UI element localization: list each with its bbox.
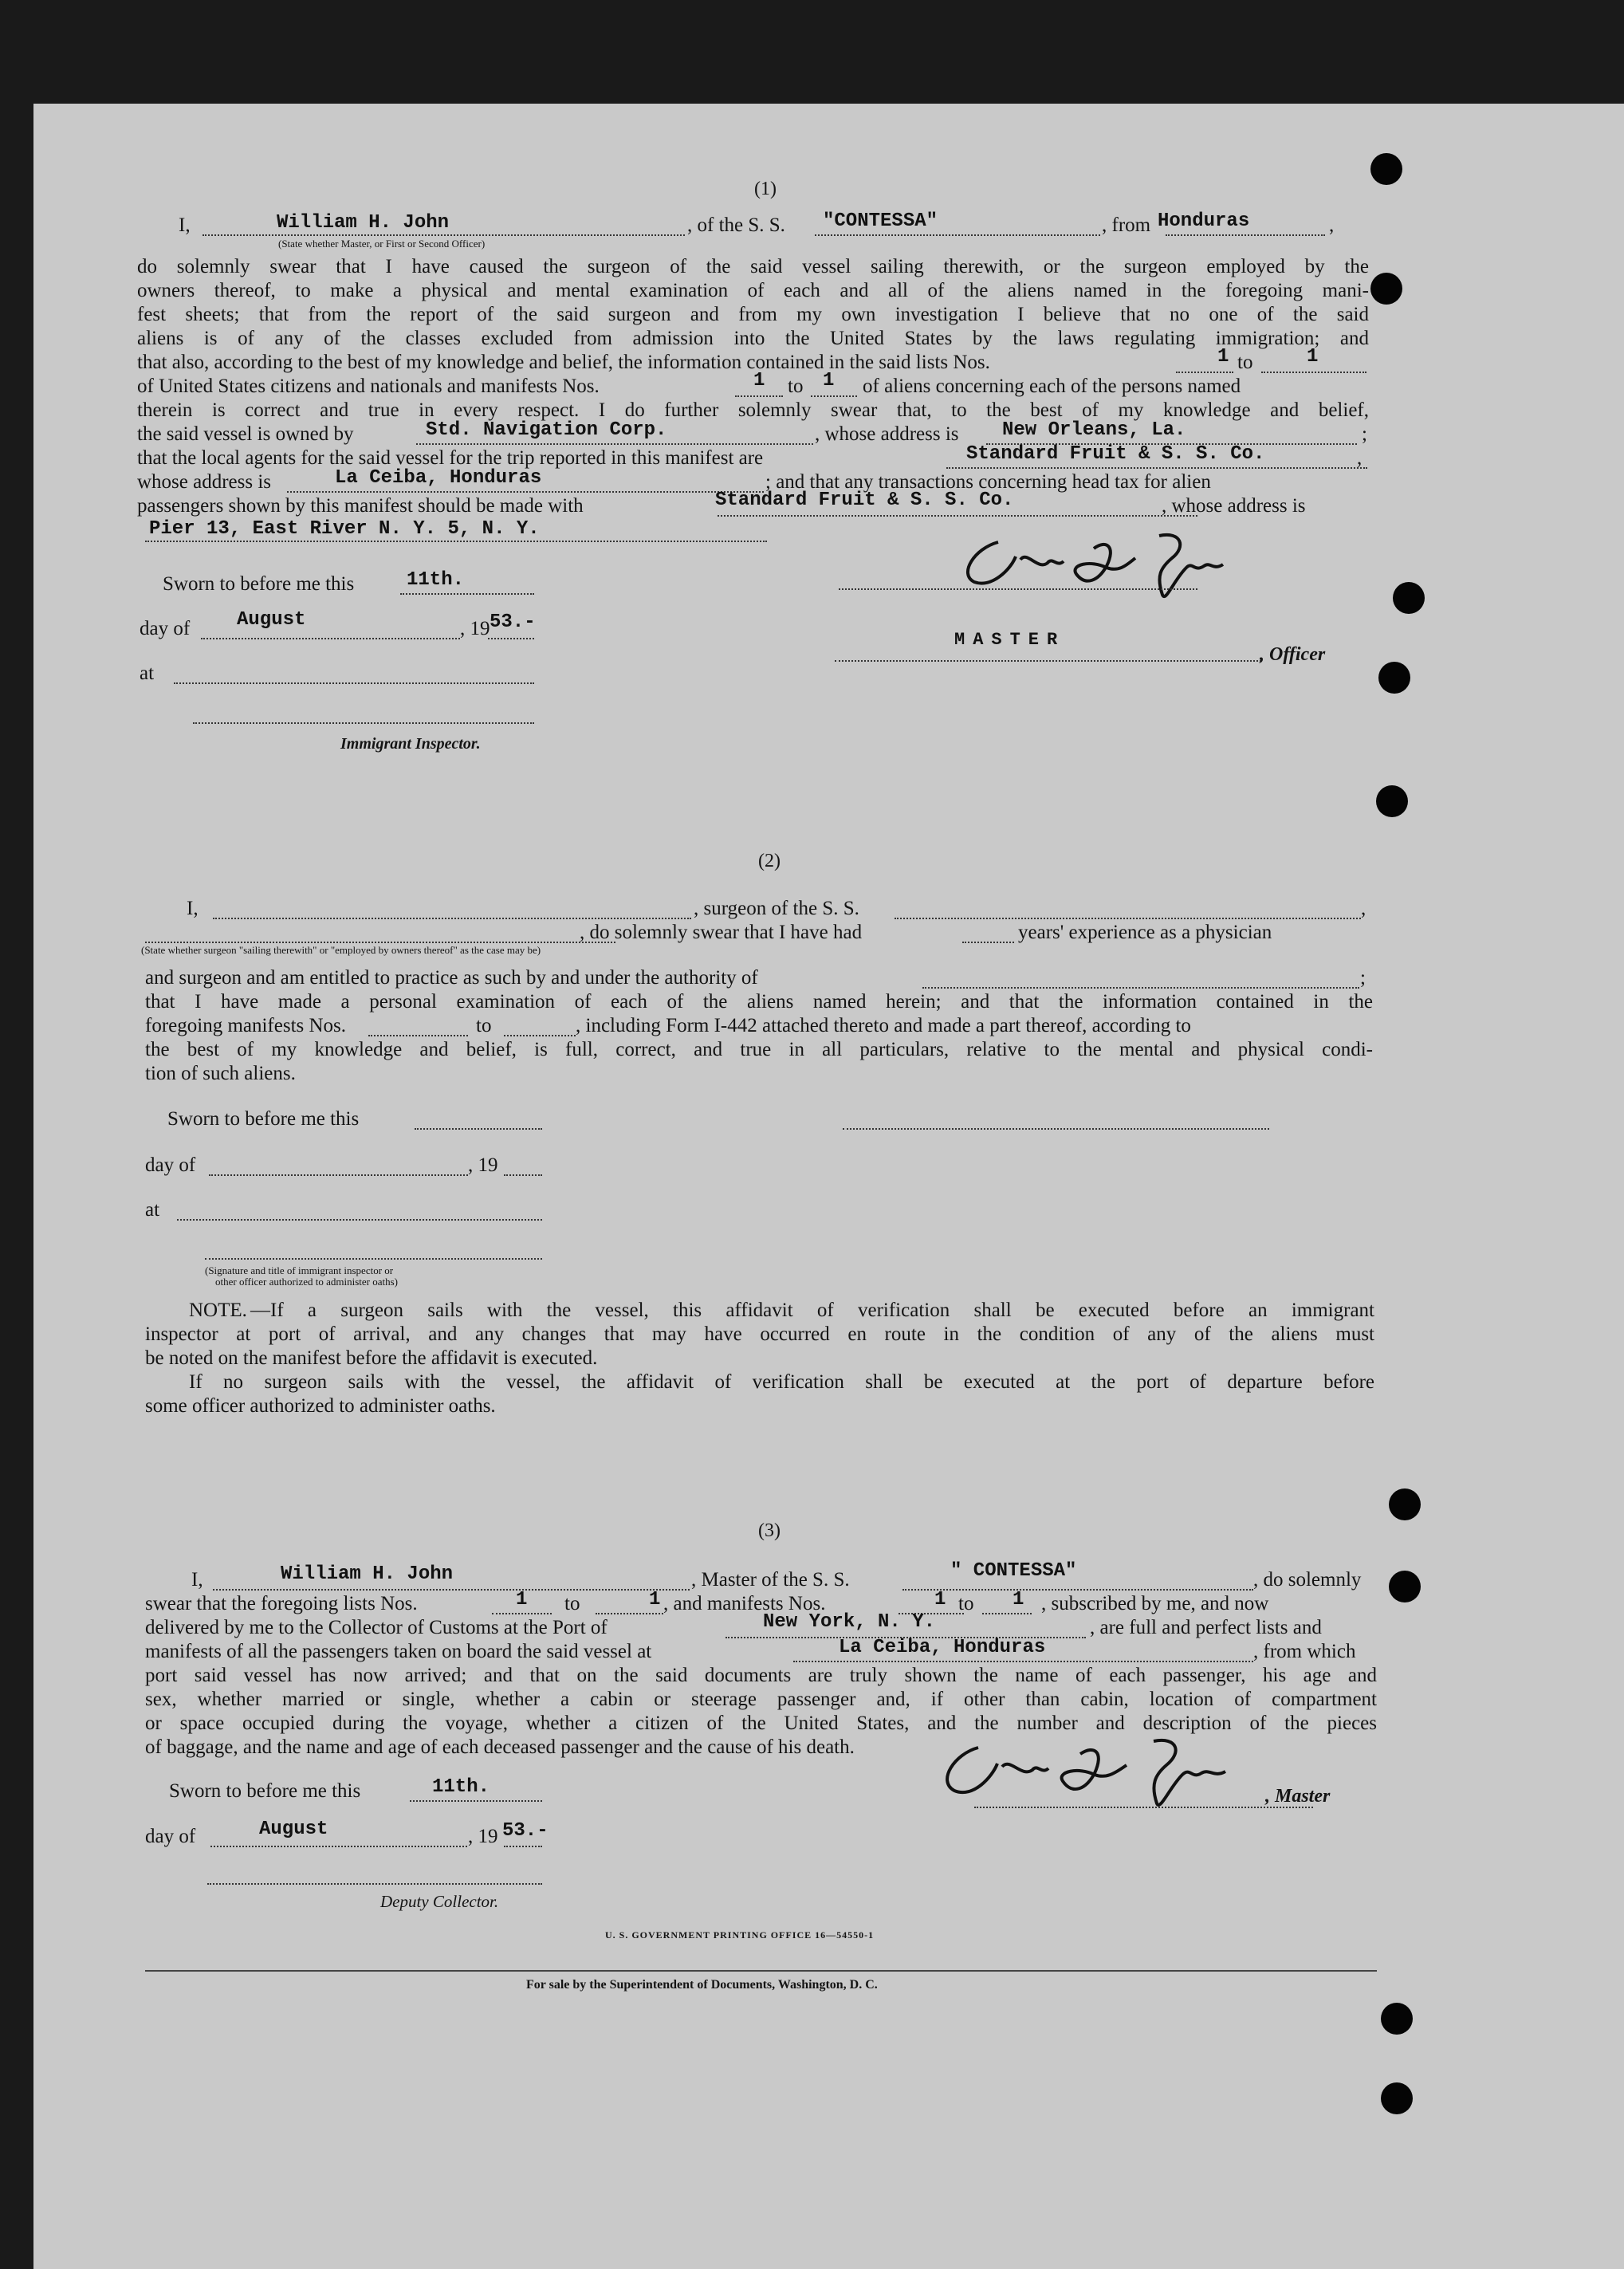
s2-line-4a: foregoing manifests Nos. [145, 1015, 347, 1036]
s2-years-line [962, 942, 1014, 943]
s3-man-from: 1 [934, 1589, 946, 1610]
s1-lists-from-line [1176, 372, 1233, 373]
s2-semicolon: ; [1360, 967, 1366, 989]
s1-month: August [237, 609, 306, 631]
s2-name-line [213, 918, 691, 919]
s3-line-3a: delivered by me to the Collector of Customs at the Port of [145, 1617, 608, 1638]
s3-master-sig-line [974, 1807, 1313, 1808]
s1-lists-to: 1 [1307, 346, 1319, 368]
s2-surgeon-sig-line [843, 1128, 1269, 1130]
s2-note-line-3: be noted on the manifest before the affidavit is executed. [145, 1347, 598, 1369]
punch-hole [1381, 2003, 1413, 2035]
s2-note-line-5: some officer authorized to administer oaths. [145, 1395, 496, 1417]
s3-line-4a: manifests of all the passengers taken on board the said vessel at [145, 1641, 652, 1662]
s1-master-sig-line [839, 588, 1197, 590]
s1-origin-line [1166, 234, 1325, 236]
s1-master-rank: MASTER [954, 630, 1066, 650]
s1-owner-line [416, 443, 813, 445]
s3-sworn-day: 11th. [432, 1776, 490, 1798]
s2-month-line [209, 1174, 468, 1176]
s3-line-7: or space occupied during the voyage, whether a citizen of the United States, and the number and description of the pieces [145, 1713, 1377, 1734]
s2-inspector-sig-line [205, 1258, 542, 1260]
s1-month-line [201, 638, 460, 639]
s2-sig-caption-2: other officer authorized to administer oaths) [215, 1276, 398, 1288]
s3-master-name: William H. John [281, 1563, 454, 1585]
s1-para-line-2: owners thereof, to make a physical and mental examination of each and all of the aliens named in the foregoing mani- [137, 280, 1369, 301]
punch-hole [1370, 273, 1402, 305]
s1-man-to: 1 [823, 370, 835, 391]
s2-line-1a: , do solemnly swear that I have had [580, 922, 863, 943]
s3-year-suffix: 53.- [502, 1820, 549, 1842]
punch-hole [1378, 662, 1410, 694]
punch-hole [1381, 2082, 1413, 2114]
s3-lists-from-line [492, 1613, 552, 1614]
s3-port: New York, N. Y. [763, 1611, 936, 1633]
s2-note-line-1: —If a surgeon sails with the vessel, this affidavit of verification shall be executed before an immigrant [250, 1300, 1374, 1321]
s3-line-5: port said vessel has now arrived; and that on the said documents are truly shown the name of each passenger, his age and [145, 1665, 1377, 1686]
s3-master-of: , Master of the S. S. [691, 1569, 850, 1591]
s1-semicolon: ; [1362, 423, 1367, 445]
s2-day-of: day of [145, 1154, 196, 1176]
s2-line-1b: years' experience as a physician [1018, 922, 1272, 943]
s2-line-4b: to [476, 1015, 492, 1036]
s3-line-8: of baggage, and the name and age of each deceased passenger and the cause of his death. [145, 1736, 855, 1758]
punch-hole [1389, 1571, 1421, 1602]
s1-para-line-6a: of United States citizens and nationals and manifests Nos. [137, 376, 600, 397]
s1-agents-addr-line [287, 491, 764, 493]
s3-line-2a: swear that the foregoing lists Nos. [145, 1593, 418, 1614]
s1-officer-line [835, 660, 1261, 662]
s3-man-to-word: to [958, 1593, 974, 1614]
s3-embark-port: La Ceiba, Honduras [839, 1637, 1046, 1658]
s2-role-line [145, 942, 615, 943]
s1-para-line-11a: passengers shown by this manifest should be made with [137, 495, 584, 517]
s1-to: to [1237, 352, 1253, 373]
s3-year-line [504, 1846, 542, 1847]
s3-year-prefix: , 19 [468, 1826, 498, 1847]
s1-para-line-8a: the said vessel is owned by [137, 423, 354, 445]
s1-agents-line [946, 467, 1367, 469]
s3-man-to-line [982, 1613, 1032, 1614]
s1-of-ss: , of the S. S. [687, 214, 785, 236]
s1-lists-from: 1 [1217, 346, 1229, 368]
s2-i: I, [187, 898, 199, 919]
s1-vessel-line [815, 234, 1100, 236]
s1-year-line [488, 638, 534, 639]
section-3-number: (3) [758, 1520, 781, 1541]
s1-para-line-11b: , whose address is [1162, 495, 1306, 517]
s1-comma: , [1329, 214, 1335, 236]
s3-day-of: day of [145, 1826, 196, 1847]
punch-hole [1370, 153, 1402, 185]
s3-month-line [210, 1846, 467, 1847]
s2-line-2: and surgeon and am entitled to practice as such by and under the authority of [145, 967, 758, 989]
s1-name-caption: (State whether Master, or First or Second Officer) [278, 238, 486, 250]
s3-month: August [259, 1819, 328, 1840]
footer-rule [145, 1970, 1377, 1972]
s1-sworn-day: 11th. [407, 569, 465, 591]
gpo-imprint: U. S. GOVERNMENT PRINTING OFFICE 16—54550-1 [605, 1929, 875, 1941]
s1-agents-address: La Ceiba, Honduras [335, 467, 542, 489]
s1-para-line-10a: whose address is [137, 471, 272, 493]
s2-surgeon-of: , surgeon of the S. S. [694, 898, 859, 919]
s2-line-5: the best of my knowledge and belief, is full, correct, and true in all particulars, relative to the mental and physical condi- [145, 1039, 1373, 1060]
s1-para-line-1: do solemnly swear that I have caused the surgeon of the said vessel sailing therewith, or the surgeon employed by the [137, 256, 1369, 277]
s1-sworn: Sworn to before me this [163, 573, 355, 595]
s3-lists-from: 1 [516, 1589, 528, 1610]
s3-sworn-day-line [410, 1800, 542, 1802]
s3-line-4b: , from which [1253, 1641, 1356, 1662]
s2-sworn: Sworn to before me this [167, 1108, 360, 1130]
s2-sig-caption-1: (Signature and title of immigrant inspector or [205, 1264, 394, 1276]
s3-lists-to: 1 [649, 1589, 661, 1610]
s2-vessel-line [895, 918, 1361, 919]
s2-note-line-4: If no surgeon sails with the vessel, the affidavit of verification shall be executed at the port of departure before [189, 1371, 1374, 1393]
s1-from: , from [1102, 214, 1151, 236]
s3-sworn: Sworn to before me this [169, 1780, 361, 1802]
s2-man-to-line [504, 1035, 576, 1036]
s3-to: to [564, 1593, 580, 1614]
s2-man-from-line [368, 1035, 468, 1036]
s2-role-caption: (State whether surgeon "sailing therewith" or "employed by owners thereof" as the case may be) [141, 944, 541, 956]
section-2-number: (2) [758, 851, 781, 871]
s3-line-2b: , and manifests Nos. [663, 1593, 826, 1614]
s3-line-6: sex, whether married or single, whether a cabin or steerage passenger and, if other than cabin, location of compartment [145, 1689, 1377, 1710]
master-signature-3 [922, 1728, 1273, 1816]
s1-day-of: day of [140, 618, 191, 639]
s3-i: I, [191, 1569, 203, 1591]
s1-para-line-5: that also, according to the best of my knowledge and belief, the information contained in the said lists Nos. [137, 352, 990, 373]
s1-man-from-line [735, 395, 783, 397]
s2-line-3: that I have made a personal examination of each of the aliens named herein; and that the information contained in the [145, 991, 1373, 1013]
s3-deputy-label: Deputy Collector. [380, 1892, 499, 1911]
sale-imprint: For sale by the Superintendent of Documents, Washington, D. C. [526, 1978, 878, 1992]
section-1-number: (1) [754, 179, 777, 199]
s1-tax-agent: Standard Fruit & S. S. Co. [715, 490, 1014, 511]
s1-vessel-name: "CONTESSA" [823, 210, 938, 232]
s1-para-line-3: fest sheets; that from the report of the said surgeon and from my own investigation I believe that no one of the said [137, 304, 1369, 325]
s2-line-4c: , including Form I-442 attached thereto and made a part thereof, according to [576, 1015, 1191, 1036]
s1-i: I, [179, 214, 191, 236]
s1-origin: Honduras [1158, 210, 1250, 232]
s3-man-to: 1 [1013, 1589, 1024, 1610]
s1-tax-agent-line [718, 515, 1197, 517]
s2-comma: , [1361, 898, 1366, 919]
s2-line-6: tion of such aliens. [145, 1063, 296, 1084]
s1-year-suffix: 53.- [490, 611, 536, 633]
s1-owner-address: New Orleans, La. [1002, 419, 1186, 441]
s1-man-to-word: to [788, 376, 804, 397]
s2-note-label: NOTE. [189, 1300, 247, 1321]
s1-para-line-6b: of aliens concerning each of the persons named [863, 376, 1241, 397]
s1-man-to-line [811, 395, 857, 397]
s1-agents: Standard Fruit & S. S. Co. [966, 443, 1265, 465]
s2-authority-line [922, 987, 1359, 989]
s3-deputy-line [207, 1883, 542, 1885]
s1-sworn-day-line [400, 593, 534, 595]
s2-year: , 19 [468, 1154, 498, 1176]
s1-para-line-7: therein is correct and true in every respect. I do further solemnly swear that, to the best of my knowledge and belief, [137, 399, 1369, 421]
s1-inspector-label: Immigrant Inspector. [340, 735, 481, 753]
s3-vessel-name: " CONTESSA" [950, 1560, 1077, 1582]
s1-inspector-line [193, 722, 534, 724]
s2-sworn-day-line [415, 1128, 542, 1130]
s1-year-prefix: , 19 [460, 618, 490, 639]
s3-name-line [213, 1589, 690, 1591]
manifest-affidavit-page [33, 104, 1624, 2269]
s1-officer-label: , Officer [1260, 644, 1326, 665]
s1-para-line-10b: ; and that any transactions concerning head tax for alien [765, 471, 1211, 493]
s1-para-line-8b: , whose address is [815, 423, 959, 445]
s2-year-line [504, 1174, 542, 1176]
s1-comma-2: , [1357, 447, 1363, 469]
punch-hole [1376, 785, 1408, 817]
s3-vessel-line [902, 1589, 1253, 1591]
s2-at: at [145, 1199, 160, 1221]
s1-para-line-4: aliens is of any of the classes excluded from admission into the United States by the laws regulating immigration; and [137, 328, 1369, 349]
s1-man-from: 1 [753, 370, 765, 391]
punch-hole [1393, 582, 1425, 614]
s3-line-2c: , subscribed by me, and now [1041, 1593, 1269, 1614]
s3-master-label: , Master [1265, 1786, 1331, 1807]
s3-line-3b: , are full and perfect lists and [1090, 1617, 1322, 1638]
s1-tax-address: Pier 13, East River N. Y. 5, N. Y. [149, 518, 540, 540]
s1-para-line-9: that the local agents for the said vessel for the trip reported in this manifest are [137, 447, 764, 469]
s1-officer-name: William H. John [277, 212, 450, 234]
punch-hole [1389, 1488, 1421, 1520]
s1-at-line [174, 682, 534, 684]
s3-embark-line [793, 1661, 1253, 1662]
s1-at: at [140, 663, 155, 684]
s3-solemnly: , do solemnly [1253, 1569, 1362, 1591]
s1-owner: Std. Navigation Corp. [426, 419, 667, 441]
master-signature-1 [950, 525, 1253, 604]
s1-lists-to-line [1261, 372, 1366, 373]
s3-lists-to-line [596, 1613, 663, 1614]
s2-at-line [177, 1219, 542, 1221]
s2-note-line-2: inspector at port of arrival, and any changes that may have occurred en route in the condition of any of the aliens must [145, 1323, 1374, 1345]
